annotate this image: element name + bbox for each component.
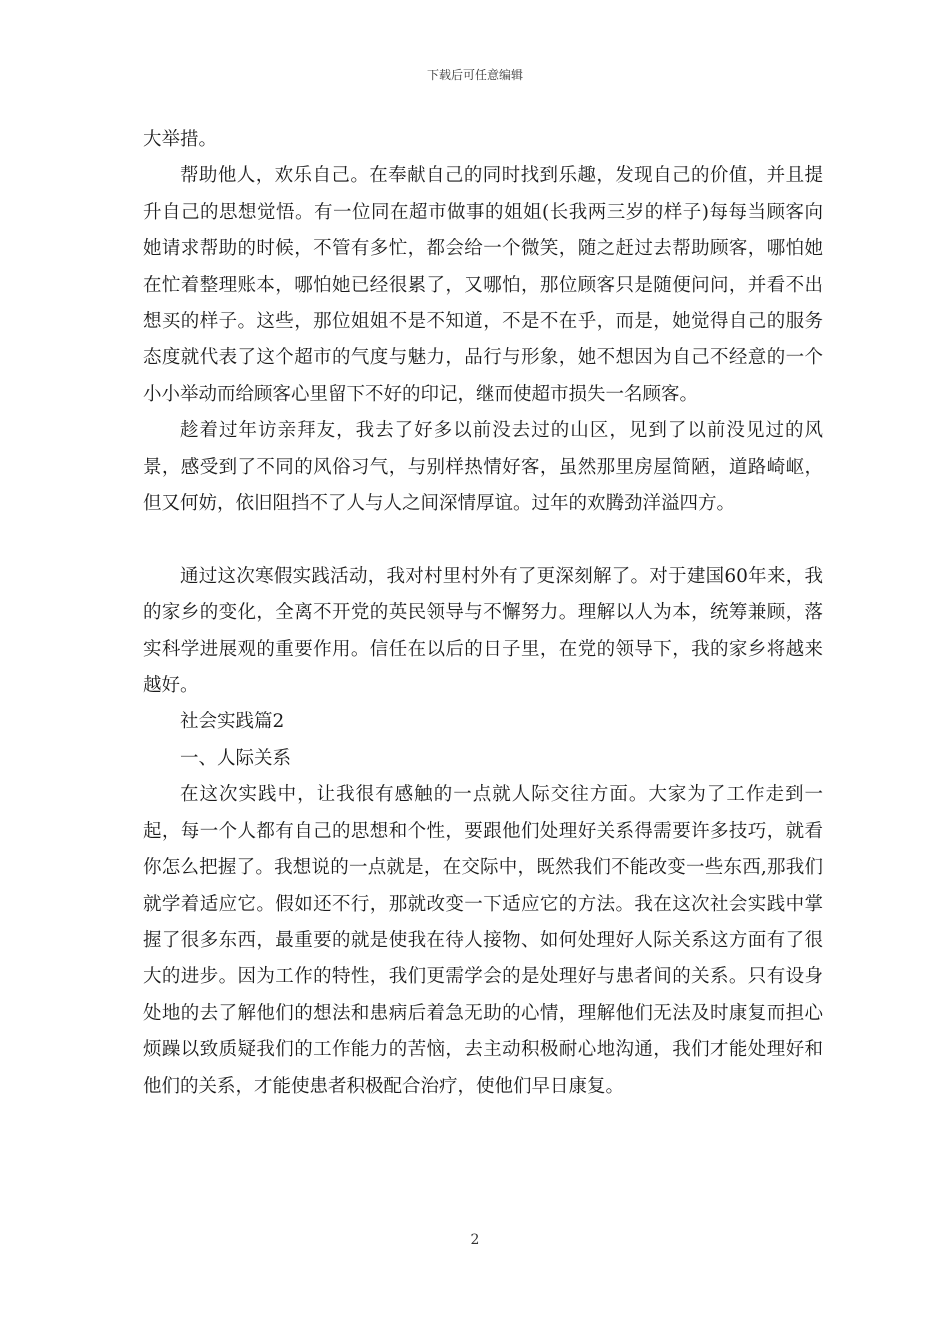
paragraph-continuation: 大举措。 (143, 129, 218, 150)
paragraph-conclusion: 通过这次寒假实践活动，我对村里村外有了更深刻解了。对于建国60年来，我的家乡的变化，全离不开党的英民领导与不懈努力。理解以人为本，统筹兼顾，落实科学进展观的重要作用。信任在以后的日子里，在党的领导下，我的家乡将越来越好。 (143, 565, 823, 697)
section-title: 社会实践篇2 (180, 711, 285, 733)
paragraph-helping-others: 帮助他人，欢乐自己。在奉献自己的同时找到乐趣，发现自己的价值，并且提升自己的思想觉悟。有一位同在超市做事的姐姐(长我两三岁的样子)每每当顾客向她请求帮助的时候，不管有多忙，都会给一个微笑，随之赶过去帮助顾客，哪怕她在忙着整理账本，哪怕她已经很累了，又哪怕，那位顾客只是随便问问，并看不出想买的样子。这些，那位姐姐不是不知道，不是不在乎，而是，她觉得自己的服务态度就代表了这个超市的气度与魅力，品行与形象，她不想因为自己不经意的一个小小举动而给顾客心里留下不好的印记，继而使超市损失一名顾客。 (143, 165, 823, 405)
blank-line (143, 522, 823, 558)
paragraph-visiting-relatives: 趁着过年访亲拜友，我去了好多以前没去过的山区，见到了以前没见过的风景，感受到了不同的风俗习气，与别样热情好客，虽然那里房屋简陋，道路崎岖，但又何妨，依旧阻挡不了人与人之间深情厚谊。过年的欢腾劲洋溢四方。 (143, 420, 823, 515)
document-body (143, 122, 823, 1105)
subsection-heading: 一、人际关系 (180, 747, 292, 769)
page-header: 下载后可任意编辑 (426, 68, 523, 82)
page-number: 2 (470, 1232, 480, 1248)
paragraph-interpersonal: 在这次实践中，让我很有感触的一点就人际交往方面。大家为了工作走到一起，每一个人都有自己的思想和个性，要跟他们处理好关系得需要许多技巧，就看你怎么把握了。我想说的一点就是，在交际中，既然我们不能改变一些东西,那我们就学着适应它。假如还不行，那就改变一下适应它的方法。我在这次社会实践中掌握了很多东西，最重要的就是使我在待人接物、如何处理好人际关系这方面有了很大的进步。因为工作的特性，我们更需学会的是处理好与患者间的关系。只有设身处地的去了解他们的想法和患病后着急无助的心情，理解他们无法及时康复而担心烦躁以致质疑我们的工作能力的苦恼，去主动积极耐心地沟通，我们才能处理好和他们的关系，才能使患者积极配合治疗，使他们早日康复。 (143, 784, 823, 1097)
